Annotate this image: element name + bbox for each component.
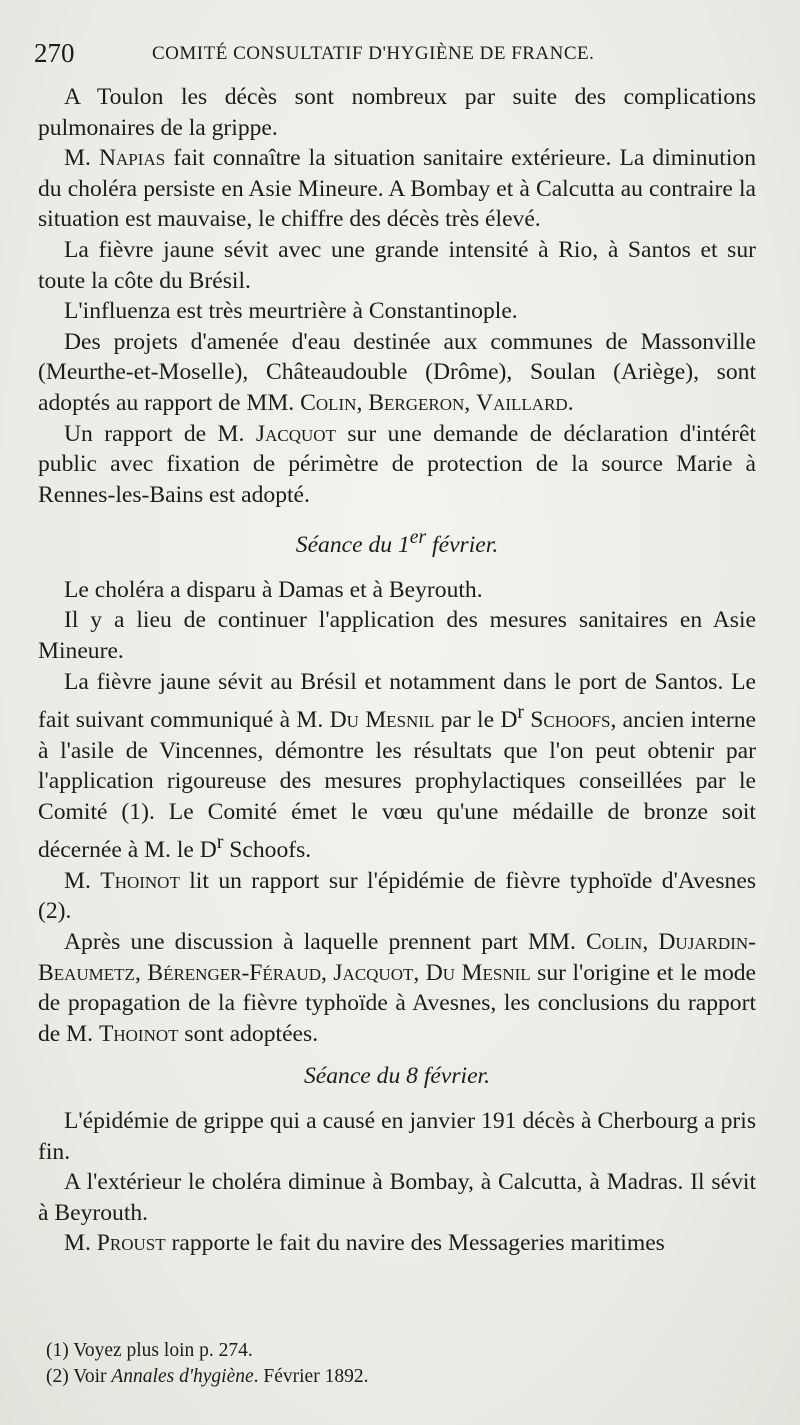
page-number: 270 [34,38,75,68]
paragraph-text: lit un rapport sur l'épidémie de fièvre typhoïde d'Avesnes (2). [38,867,757,925]
paragraph-text: , [134,959,148,986]
paragraph [38,1106,756,1167]
superscript: r [216,831,224,854]
paragraph-text: A Toulon les décès sont nombreux par suite des complications pulmonaires de la grippe. [38,84,756,141]
person-name: Du Mesnil [329,707,435,733]
paragraph-text: Il y a lieu de continuer l'application des mesures sanitaires en Asie Mineure. [38,607,756,664]
person-name: Du Mesnil [425,959,531,986]
running-head: COMITÉ CONSULTATIF D'HYGIÈNE DE FRANCE. [152,43,595,64]
footnote-text: (1) Voyez plus loin p. 274. [46,1340,253,1361]
person-name: Colin [300,389,357,416]
superscript: r [517,701,524,724]
paragraph-text: L'épidémie de grippe qui a causé en janvier 191 décès à Cherbourg a pris fin. [38,1107,756,1165]
person-name: Thoinot [100,867,180,894]
paragraph [38,575,756,606]
paragraph [38,1167,756,1228]
paragraph [38,866,756,927]
person-name: Dujardin-Beaumetz [38,929,756,986]
paragraph-text: sont adoptées. [178,1020,319,1047]
paragraph-text: M. [64,145,99,172]
paragraph [38,296,756,327]
paragraph-text: , [464,389,477,416]
paragraph-text: , [320,959,334,986]
footnote [46,1338,746,1364]
paragraph [38,327,756,419]
paragraph-text: Le choléra a disparu à Damas et à Beyrouth. [64,576,483,603]
body-text [38,82,756,1259]
paragraph-text: Un rapport de M. [64,420,256,447]
paragraph [38,235,756,296]
heading-text: Séance du 1 [295,532,410,559]
person-name: Thoinot [98,1020,179,1047]
heading-text: février. [426,532,499,559]
paragraph-text: M. [64,1230,97,1257]
paragraph-text: par le D [434,707,518,733]
person-name: Bergeron [368,389,465,416]
footnote [46,1364,746,1390]
heading-text: Séance du 8 février. [303,1063,491,1090]
footnote-text: . Février 1892. [253,1366,369,1387]
person-name: Vaillard [476,389,568,416]
paragraph-text: A l'extérieur le choléra diminue à Bombay, à Calcutta, à Madras. Il sévit à Beyrouth. [38,1169,756,1226]
person-name: Bérenger-Féraud [147,959,321,986]
paragraph-text: . [567,389,574,416]
footnotes [46,1338,746,1390]
paragraph-text: , [413,959,426,986]
person-name: Schoofs [523,707,611,733]
footnote-text: (2) Voir [46,1366,112,1387]
paragraph [38,419,756,511]
heading-superscript: er [409,526,427,549]
paragraph-text: Schoofs. [223,837,312,864]
paragraph-text: La fièvre jaune sévit avec une grande intensité à Rio, à Santos et sur toute la côte du Brésil. [38,236,756,294]
journal-title: Annales d'hygiène [111,1366,254,1387]
paragraph [38,927,756,1049]
paragraph-text: , [642,929,659,956]
paragraph [38,1228,756,1259]
paragraph-text: La fièvre jaune sévit au Brésil et notamment dans le port de Santos. Le fait suivant communiqué à M. [38,668,756,733]
paragraph [38,82,756,143]
paragraph [38,667,756,866]
section-heading [38,522,756,560]
paragraph-text: sur une demande de déclaration d'intérêt public avec fixation de périmètre de protection de la source Marie à Rennes-les-Bains est adopté. [38,420,756,508]
paragraph-text: Après une discussion à laquelle prennent part MM. [64,929,586,956]
person-name: Napias [98,145,166,172]
page-header [34,38,764,70]
person-name: Jacquot [333,959,414,986]
paragraph [38,605,756,666]
person-name: Jacquot [255,420,336,447]
paragraph-text: fait connaître la situation sanitaire extérieure. La diminution du choléra persiste en Asie Mineure. A Bombay et à Calcutta au contraire la situation est mauvaise, le chiffre des décès très élevé. [38,145,756,233]
person-name: Proust [96,1230,166,1257]
paragraph-text: M. [64,867,101,894]
paragraph [38,143,756,235]
paragraph-text: sur l'origine et le mode de propagation de la fièvre typhoïde à Avesnes, les conclusions du rapport de M. [38,959,757,1047]
section-heading [38,1061,756,1092]
paragraph-text: Des projets d'amenée d'eau destinée aux communes de Massonville (Meurthe-et-Moselle), Châteaudouble (Drôme), Soulan (Ariège), sont adoptés au rapport de MM. [38,328,756,416]
paragraph-text: rapporte le fait du navire des Messageries maritimes [165,1230,665,1257]
person-name: Colin [586,929,643,956]
paragraph-text: , ancien interne à l'asile de Vincennes, démontre les résultats que l'on peut obtenir par l'application rigoureuse des mesures prophylactiques conseillées par le Comité (1). Le Comité émet le vœu qu'une médaille de bronze soit décernée à M. le D [38,707,757,864]
paragraph-text: , [356,389,369,416]
paragraph-text: L'influenza est très meurtrière à Constantinople. [64,298,518,325]
